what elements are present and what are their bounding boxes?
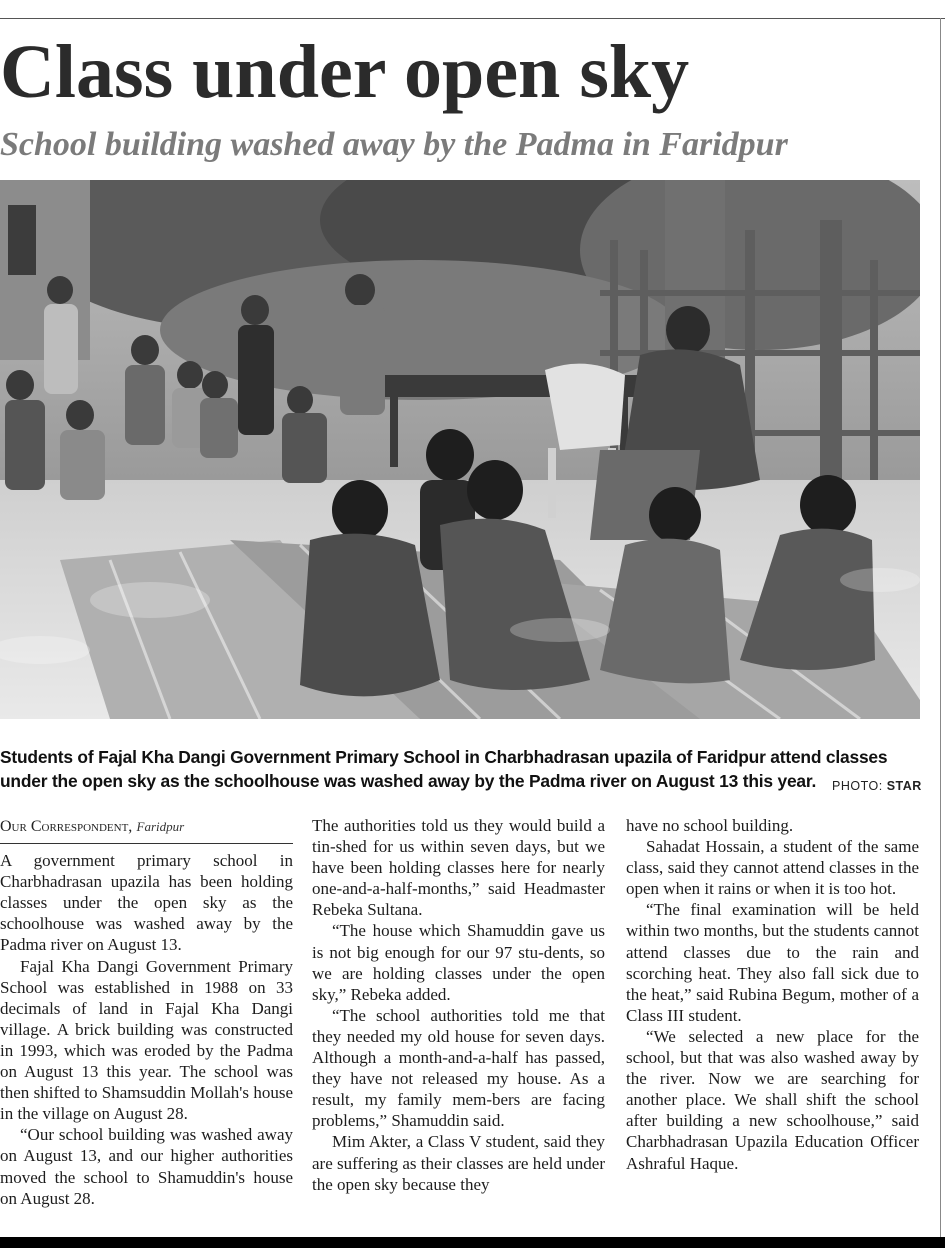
- byline: [0, 815, 293, 844]
- body-paragraph: “The house which Shamuddin gave us is not big enough for our 97 stu-dents, so we are holding classes under the open sky,” Rebeka added.: [312, 921, 605, 1004]
- photo-credit-label: PHOTO:: [832, 779, 883, 793]
- column-rule-right: [940, 18, 941, 1243]
- caption-line-2: under the open sky as the schoolhouse was washed away by the Padma river on August 13 this year.: [0, 771, 817, 791]
- caption-line-1: Students of Fajal Kha Dangi Government Primary School in Charbhadrasan upazila of Faridpur attend classes: [0, 747, 888, 767]
- body-paragraph: Sahadat Hossain, a student of the same class, said they cannot attend classes in the open when it rains or when it is too hot.: [626, 837, 919, 899]
- headline: Class under open sky: [0, 30, 690, 114]
- news-photo: [0, 180, 920, 719]
- article-column-1: [0, 815, 293, 1209]
- body-paragraph: “We selected a new place for the school, but that was also washed away by the river. Now we are searching for another place. We shall shift the school after building a new schoolhouse,” said Charbhadrasan Upazila Education Officer Ashraful Haque.: [626, 1026, 919, 1173]
- photo-caption: [0, 745, 925, 793]
- body-paragraph: have no school building.: [626, 816, 794, 835]
- body-paragraph: Mim Akter, a Class V student, said they are suffering as their classes are held under the open sky because they: [312, 1132, 605, 1194]
- body-paragraph: “The school authorities told me that they needed my old house for seven days. Although a month-and-a-half has passed, they have not released my house. As a result, my family mem-bers are facing problems,” Shamuddin said.: [312, 1005, 605, 1131]
- subheadline: School building washed away by the Padma in Faridpur: [0, 126, 788, 163]
- body-paragraph: A government primary school in Charbhadrasan upazila has been holding classes under the open sky as the schoolhouse was washed away by the Padma river on August 13.: [0, 851, 293, 955]
- photo-credit: [832, 779, 922, 793]
- article-column-3: [626, 815, 919, 1174]
- body-paragraph: The authorities told us they would build a tin-shed for us within seven days, but we have been holding classes here for nearly one-and-a-half-months,” said Headmaster Rebeka Sultana.: [312, 816, 605, 920]
- scan-bottom-band: [0, 1237, 945, 1248]
- article-column-2: [312, 815, 605, 1195]
- byline-name: Our Correspondent,: [0, 818, 133, 835]
- byline-place: Faridpur: [136, 819, 185, 834]
- body-paragraph: Fajal Kha Dangi Government Primary School was established in 1988 on 33 decimals of land in Fajal Kha Dangi village. A brick building was constructed in 1993, which was eroded by the Padma on August 13 this year. The school was then shifted to Shamsuddin Mollah's house in the village on August 28.: [0, 956, 293, 1124]
- top-rule: [0, 18, 945, 19]
- body-paragraph: “Our school building was washed away on August 13, and our higher authorities moved the school to Shamuddin's house on August 28.: [0, 1125, 293, 1208]
- photo-credit-source: STAR: [886, 779, 922, 793]
- body-paragraph: “The final examination will be held within two months, but the students cannot attend classes due to the rain and scorching heat. They also fall sick due to the heat,” said Rubina Begum, mother of a Class III student.: [626, 900, 919, 1025]
